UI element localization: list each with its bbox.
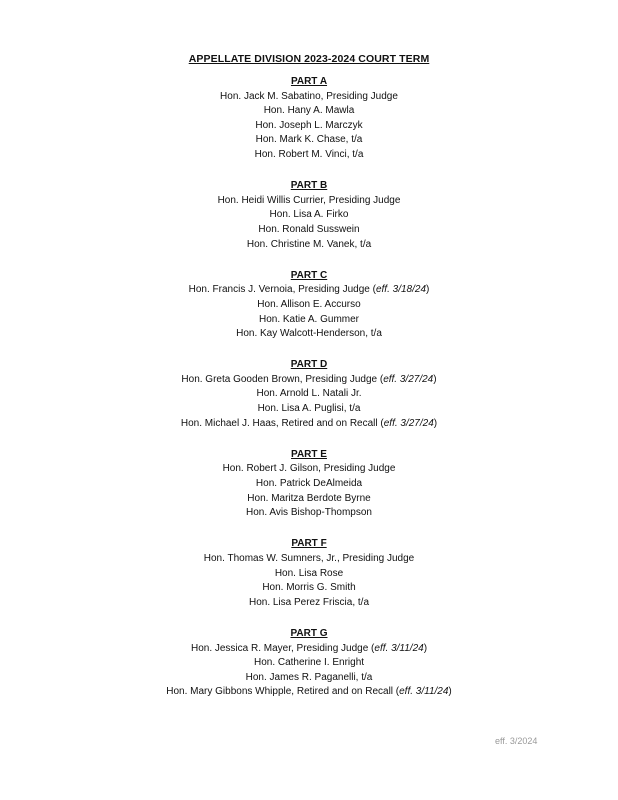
judge-name: Hon. Thomas W. Sumners, Jr., Presiding Judge <box>203 553 415 564</box>
judge-entry <box>0 104 618 119</box>
closing-paren: ) <box>433 417 438 429</box>
closing-paren: ) <box>426 284 430 296</box>
judge-entry <box>0 685 618 700</box>
effective-date-note: eff. 3/11/24 <box>374 642 424 654</box>
judge-name: Hon. Patrick DeAlmeida <box>255 478 363 490</box>
judge-entry <box>0 373 618 388</box>
closing-paren: ) <box>423 642 428 654</box>
judge-entry <box>0 194 618 209</box>
closing-paren: ) <box>448 686 452 698</box>
judge-name: Hon. Allison E. Accurso <box>257 298 361 310</box>
judge-entry <box>0 656 618 671</box>
judge-name: Hon. Lisa A. Puglisi, t/a <box>257 403 361 415</box>
judge-name: Hon. James R. Paganelli, t/a <box>245 671 373 683</box>
judge-entry <box>0 387 618 402</box>
judge-entry <box>0 402 618 417</box>
part-heading: PART G <box>290 627 328 639</box>
part-heading: PART A <box>290 76 328 87</box>
judge-entry <box>0 313 618 328</box>
part-section <box>0 627 618 700</box>
judge-entry <box>0 90 618 105</box>
judge-entry <box>0 567 618 582</box>
judge-name: Hon. Morris G. Smith <box>262 582 356 594</box>
judge-entry <box>0 208 618 223</box>
judge-entry <box>0 462 618 477</box>
judge-name: Hon. Christine M. Vanek, t/a <box>246 238 372 250</box>
judge-name: Hon. Hany A. Mawla <box>263 105 355 117</box>
judge-name: Hon. Heidi Willis Currier, Presiding Judge <box>217 194 401 206</box>
judge-entry <box>0 417 618 432</box>
effective-date-note: eff. 3/27/24 <box>383 417 434 429</box>
judge-name: Hon. Mary Gibbons Whipple, Retired and on Recall ( <box>166 686 400 698</box>
judge-entry <box>0 552 618 567</box>
document-title: APPELLATE DIVISION 2023-2024 COURT TERM <box>188 53 430 65</box>
judge-entry <box>0 119 618 134</box>
judge-entry <box>0 671 618 686</box>
part-section <box>0 75 618 163</box>
judge-entry <box>0 283 618 298</box>
judge-name: Hon. Jack M. Sabatino, Presiding Judge <box>220 90 398 102</box>
part-section <box>0 269 618 342</box>
judge-name: Hon. Francis J. Vernoia, Presiding Judge ( <box>188 284 376 296</box>
part-section <box>0 448 618 521</box>
judge-name: Hon. Greta Gooden Brown, Presiding Judge ( <box>181 373 384 385</box>
judge-name: Hon. Avis Bishop-Thompson <box>246 507 372 519</box>
judge-name: Hon. Lisa Perez Friscia, t/a <box>248 596 370 608</box>
judge-entry <box>0 477 618 492</box>
judge-name: Hon. Michael J. Haas, Retired and on Recall ( <box>180 417 384 429</box>
closing-paren: ) <box>433 373 437 385</box>
judge-name: Hon. Katie A. Gummer <box>258 313 360 325</box>
part-section <box>0 179 618 252</box>
judge-name: Hon. Lisa A. Firko <box>269 209 349 221</box>
judge-name: Hon. Catherine I. Enright <box>253 657 365 669</box>
judge-name: Hon. Joseph L. Marczyk <box>255 119 363 131</box>
part-heading: PART D <box>290 359 328 371</box>
judge-name: Hon. Maritza Berdote Byrne <box>247 492 371 504</box>
part-heading: PART B <box>290 180 328 192</box>
judge-entry <box>0 148 618 163</box>
judge-entry <box>0 298 618 313</box>
judge-entry <box>0 596 618 611</box>
judge-entry <box>0 642 618 657</box>
judge-name: Hon. Ronald Susswein <box>258 223 360 235</box>
judge-entry <box>0 581 618 596</box>
part-section <box>0 537 618 610</box>
effective-date-footer: eff. 3/2024 <box>495 736 538 746</box>
effective-date-note: eff. 3/11/24 <box>399 686 449 698</box>
parts-list <box>0 75 618 717</box>
judge-name: Hon. Jessica R. Mayer, Presiding Judge ( <box>190 642 375 654</box>
judge-name: Hon. Robert M. Vinci, t/a <box>254 148 364 160</box>
judge-entry <box>0 223 618 238</box>
judge-entry <box>0 238 618 253</box>
judge-entry <box>0 506 618 521</box>
judge-name: Hon. Mark K. Chase, t/a <box>255 134 363 146</box>
part-heading: PART C <box>290 269 328 281</box>
part-heading: PART F <box>291 538 327 550</box>
judge-entry <box>0 492 618 507</box>
judge-entry <box>0 133 618 148</box>
judge-name: Hon. Lisa Rose <box>274 567 344 579</box>
judge-entry <box>0 327 618 342</box>
effective-date-note: eff. 3/18/24 <box>375 284 427 296</box>
part-heading: PART E <box>291 448 327 460</box>
effective-date-note: eff. 3/27/24 <box>383 373 434 385</box>
judge-name: Hon. Robert J. Gilson, Presiding Judge <box>222 463 396 475</box>
judge-name: Hon. Arnold L. Natali Jr. <box>256 388 362 400</box>
part-section <box>0 358 618 431</box>
judge-name: Hon. Kay Walcott-Henderson, t/a <box>236 328 382 340</box>
